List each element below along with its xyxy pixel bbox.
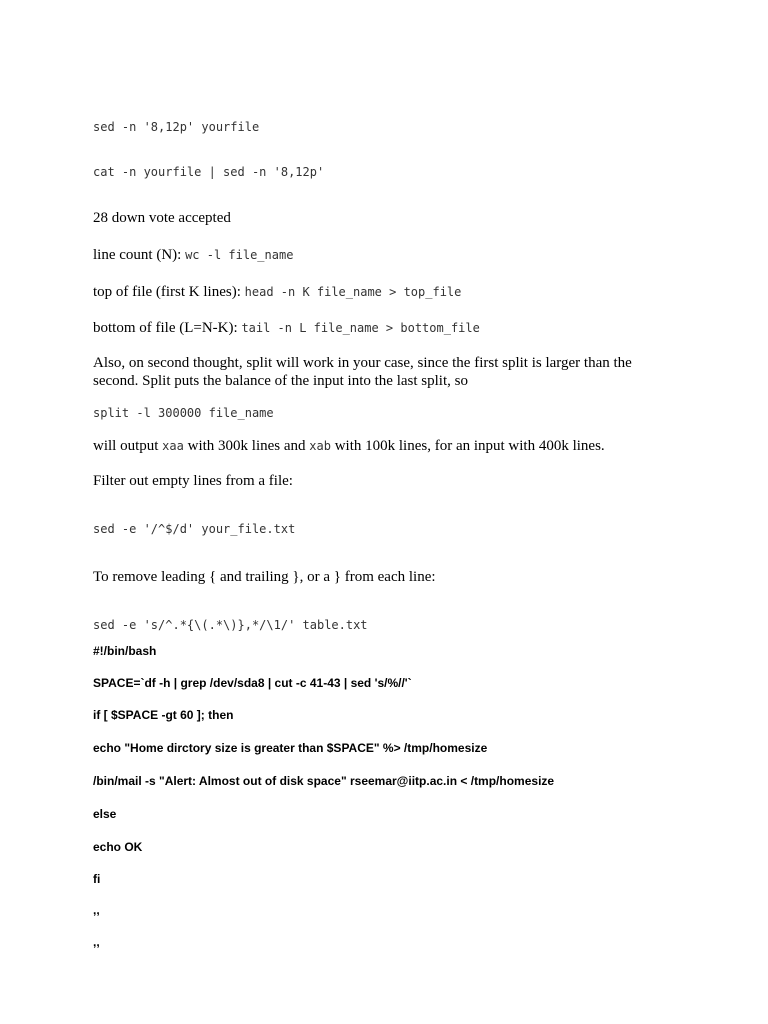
line-count-label: line count (N): bbox=[93, 247, 186, 263]
code-line: sed -n '8,12p' yourfile bbox=[93, 120, 260, 134]
output-text-3: with 100k lines, for an input with 400k lines. bbox=[330, 438, 605, 454]
bash-line: if [ $SPACE -gt 60 ]; then bbox=[93, 708, 234, 722]
output-text-1: will output bbox=[93, 438, 163, 454]
bash-line: ,, bbox=[93, 935, 100, 949]
line-count-paragraph bbox=[93, 246, 713, 264]
vote-accepted-text: 28 down vote accepted bbox=[93, 210, 231, 226]
output-paragraph bbox=[93, 437, 713, 455]
output-code-xab: xab bbox=[309, 439, 331, 453]
document-page bbox=[93, 90, 713, 949]
split-paragraph: Also, on second thought, split will work in your case, since the first split is larger than the second. Split puts the balance of the input into the last split, so bbox=[93, 355, 632, 389]
bash-line: #!/bin/bash bbox=[93, 644, 157, 658]
split-code: split -l 300000 file_name bbox=[93, 406, 274, 420]
bash-line: SPACE=`df -h | grep /dev/sda8 | cut -c 41-43 | sed 's/%//'` bbox=[93, 676, 412, 690]
bash-line: /bin/mail -s "Alert: Almost out of disk space" rseemar@iitp.ac.in < /tmp/homesize bbox=[93, 774, 555, 788]
bash-line: echo OK bbox=[93, 840, 143, 854]
code-block-sed-range bbox=[93, 90, 713, 210]
line-count-code: wc -l file_name bbox=[185, 248, 294, 262]
bash-line: echo "Home dirctory size is greater than $SPACE" %> /tmp/homesize bbox=[93, 741, 488, 755]
filter-label: Filter out empty lines from a file: bbox=[93, 473, 293, 489]
bottom-of-file-paragraph bbox=[93, 319, 713, 337]
top-of-file-code: head -n K file_name > top_file bbox=[244, 285, 462, 299]
output-code-xaa: xaa bbox=[162, 439, 184, 453]
bottom-of-file-label: bottom of file (L=N-K): bbox=[93, 320, 242, 336]
remove-label: To remove leading { and trailing }, or a } from each line: bbox=[93, 569, 436, 585]
output-text-2: with 300k lines and bbox=[183, 438, 310, 454]
bash-script bbox=[93, 644, 713, 949]
remove-code: sed -e 's/^.*{\(.*\)},*/\1/' table.txt bbox=[93, 618, 368, 632]
top-of-file-paragraph bbox=[93, 283, 713, 301]
bash-line: fi bbox=[93, 872, 101, 886]
bash-line: else bbox=[93, 807, 117, 821]
bottom-of-file-code: tail -n L file_name > bottom_file bbox=[241, 321, 480, 335]
code-line: cat -n yourfile | sed -n '8,12p' bbox=[93, 165, 325, 179]
bash-line: ,, bbox=[93, 903, 100, 917]
top-of-file-label: top of file (first K lines): bbox=[93, 284, 245, 300]
filter-code: sed -e '/^$/d' your_file.txt bbox=[93, 522, 296, 536]
